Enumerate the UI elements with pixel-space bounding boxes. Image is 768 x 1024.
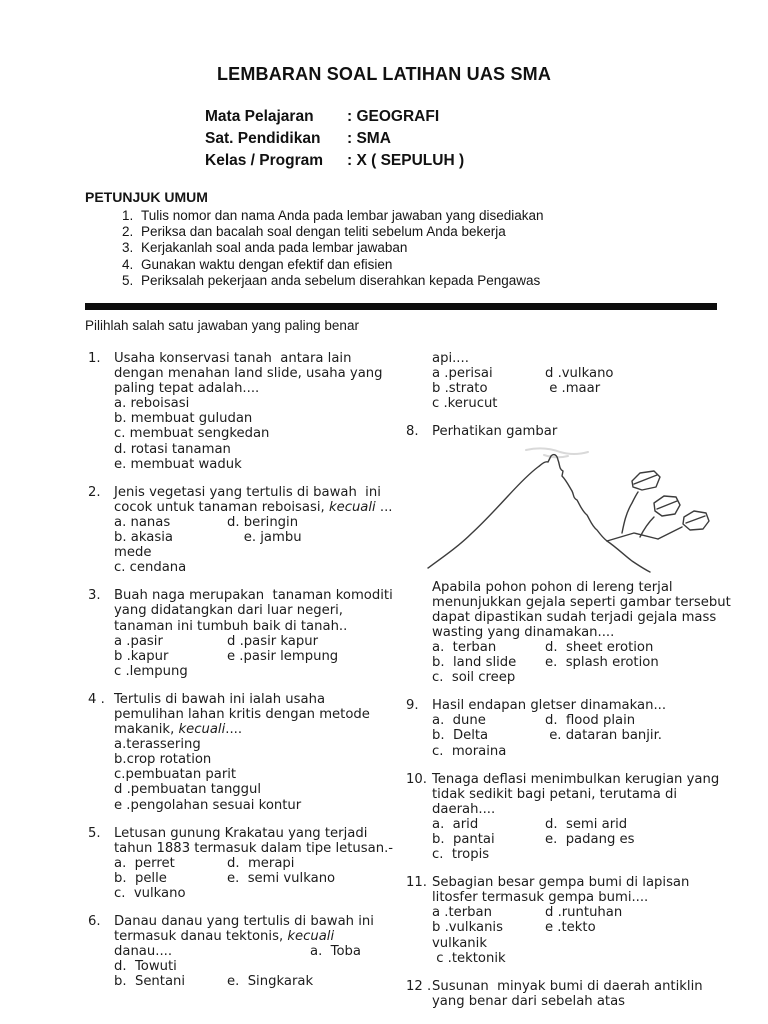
answer-option-row [432, 832, 736, 847]
answer-option-row [114, 530, 396, 545]
answer-option: c .lempung [114, 663, 188, 679]
question-text: Perhatikan gambar [432, 424, 558, 440]
question-3 [88, 588, 396, 679]
instructions-list [85, 208, 685, 289]
meta-label: Mata Pelajaran [205, 108, 314, 125]
answer-option-row [432, 847, 736, 862]
answer-option: b .strato [432, 381, 488, 397]
answer-option-row [432, 381, 736, 396]
question-number: 3. [88, 588, 101, 604]
answer-option-row [114, 442, 396, 457]
question-figure [426, 441, 736, 577]
answer-option: b .kapur [114, 648, 169, 664]
answer-option-row [114, 649, 396, 664]
answer-option-row [432, 728, 736, 743]
answer-option-row [114, 752, 396, 767]
question-body [114, 826, 396, 901]
answer-option-row [114, 856, 396, 871]
question-body [432, 979, 736, 1009]
answer-option-row [114, 560, 396, 575]
answer-option: d. semi arid [545, 816, 628, 832]
question-text: Apabila pohon pohon di lereng terjal menunjukkan gejala seperti gambar tersebut dapat dipastikan sudah terjadi gejala mass wasting yang dinamakan.... [432, 579, 735, 640]
question-body [432, 772, 736, 863]
question-2 [88, 485, 396, 576]
answer-option-row [432, 936, 736, 951]
answer-option: d. Towuti [114, 959, 177, 975]
answer-option: b.crop rotation [114, 752, 212, 768]
question-body [432, 875, 736, 966]
answer-option: e .pengolahan sesuai kontur [114, 797, 302, 813]
answer-option: c .kerucut [432, 396, 498, 412]
question-text: Tertulis di bawah ini ialah usaha pemulihan lahan kritis dengan metode makanik, kecuali.... [114, 691, 375, 738]
answer-option-row [114, 396, 396, 411]
answer-option: d. rotasi tanaman [114, 441, 231, 457]
meta-block [205, 106, 464, 172]
answer-option: b .vulkanis [432, 920, 503, 936]
answer-option-row [114, 944, 396, 959]
instructions-heading: PETUNJUK UMUM [85, 189, 208, 205]
answer-option-row [114, 798, 396, 813]
question-body [114, 692, 396, 813]
answer-option: e .tekto [545, 920, 596, 936]
answer-option: b. Delta [432, 728, 489, 744]
answer-option: e. membuat waduk [114, 456, 242, 472]
answer-option-row [432, 905, 736, 920]
answer-option: b. akasia [114, 530, 173, 546]
question-8 [406, 424, 736, 685]
answer-option: a. terban [432, 639, 497, 655]
answer-option-row [114, 886, 396, 901]
answer-option: c. cendana [114, 560, 187, 576]
answer-option: a .perisai [432, 366, 493, 382]
question-number: 12 . [406, 978, 432, 994]
question-number: 10. [406, 771, 427, 787]
answer-option: vulkanik [432, 935, 487, 951]
question-text: api.... [432, 351, 469, 366]
answer-option: d .runtuhan [545, 905, 623, 921]
answer-option: b. land slide [432, 655, 517, 671]
question-6 [88, 914, 396, 989]
meta-label: Kelas / Program [205, 152, 324, 169]
answer-option: d .pasir kapur [227, 633, 318, 649]
instruction-item: 2. Periksa dan bacalah soal dengan teliti sebelum Anda bekerja [137, 224, 685, 240]
answer-option: e. jambu [227, 530, 302, 546]
questions-column-right [406, 351, 736, 1022]
mountain-sketch-drawing [426, 441, 724, 573]
instruction-item: 5. Periksalah pekerjaan anda sebelum diserahkan kepada Pengawas [137, 273, 685, 289]
answer-option-row [114, 871, 396, 886]
answer-option: c.pembuatan parit [114, 767, 237, 783]
answer-option: b. pantai [432, 831, 495, 847]
answer-option-row [432, 396, 736, 411]
answer-option: a.terassering [114, 737, 201, 753]
answer-option-row [432, 817, 736, 832]
answer-option: c. membuat sengkedan [114, 426, 270, 442]
question-text: Jenis vegetasi yang tertulis di bawah ini cocok untuk tanaman reboisasi, kecuali ... [114, 484, 393, 515]
answer-option: a. dune [432, 713, 486, 729]
answer-option: a. Toba [310, 944, 361, 960]
meta-row-class-program [205, 150, 464, 172]
instruction-item: 4. Gunakan waktu dengan efektif dan efisien [137, 257, 685, 273]
question-text: Buah naga merupakan tanaman komoditi yang didatangkan dari luar negeri, tanaman ini tumbuh baik di tanah.. [114, 588, 397, 634]
answer-option-row [432, 713, 736, 728]
question-body [114, 351, 396, 472]
answer-option: mede [114, 545, 152, 561]
meta-value: : X ( SEPULUH ) [347, 152, 465, 169]
answer-option-row [432, 655, 736, 670]
answer-option: e. splash erotion [545, 655, 659, 671]
answer-option: d. sheet erotion [545, 639, 654, 655]
answer-option: a. reboisasi [114, 396, 190, 412]
question-1 [88, 351, 396, 472]
meta-row-subject [205, 106, 464, 128]
question-text: Tenaga deflasi menimbulkan kerugian yang tidak sedikit bagi petani, terutama di daerah.... [432, 771, 724, 817]
meta-row-education-level [205, 128, 464, 150]
answer-option-row [114, 426, 396, 441]
answer-option: b. Sentani [114, 974, 186, 990]
answer-option: d. flood plain [545, 713, 636, 729]
answer-option: b. pelle [114, 870, 167, 886]
divider-bar [85, 303, 717, 310]
question-number: 6. [88, 914, 101, 930]
question-number: 5. [88, 825, 101, 841]
answer-option: e. Singkarak [227, 974, 314, 990]
question-text: Danau danau yang tertulis di bawah ini termasuk danau tektonis, kecuali [114, 914, 379, 945]
question-number [406, 351, 432, 411]
answer-option-row [114, 959, 396, 974]
instructions-section [85, 189, 685, 289]
answer-option-row [114, 664, 396, 679]
question-number: 1. [88, 351, 101, 366]
answer-option-row [114, 545, 396, 560]
answer-option: e. semi vulkano [227, 870, 336, 886]
answer-option: c. tropis [432, 847, 490, 863]
answer-option: c. vulkano [114, 886, 186, 901]
answer-option-row [114, 634, 396, 649]
question-9 [406, 698, 736, 758]
instruction-item: 3. Kerjakanlah soal anda pada lembar jawaban [137, 240, 685, 256]
answer-option-row [432, 920, 736, 935]
answer-option: e .pasir lempung [227, 648, 339, 664]
answer-option-row [432, 366, 736, 381]
answer-option: c. soil creep [432, 670, 516, 686]
answer-option-row [114, 457, 396, 472]
answer-option-row [114, 737, 396, 752]
meta-value: : SMA [347, 130, 391, 147]
answer-option: e. padang es [545, 831, 635, 847]
answer-option: d .vulkano [545, 366, 614, 382]
answer-option-row [432, 640, 736, 655]
question-5 [88, 826, 396, 901]
answer-option: c. moraina [432, 743, 507, 759]
meta-label: Sat. Pendidikan [205, 130, 321, 147]
answer-option: a .pasir [114, 633, 163, 649]
answer-option: d. beringin [227, 514, 299, 530]
question-7-continued [406, 351, 736, 411]
answer-option-row [114, 767, 396, 782]
question-body [114, 485, 396, 576]
question-12 [406, 979, 736, 1009]
question-body [432, 424, 736, 685]
question-text: Sebagian besar gempa bumi di lapisan litosfer termasuk gempa bumi.... [432, 875, 694, 906]
answer-option: danau.... [114, 944, 173, 960]
question-number: 9. [406, 698, 419, 714]
answer-option-row [114, 411, 396, 426]
question-text: Usaha konservasi tanah antara lain dengan menahan land slide, usaha yang paling tepat adalah.... [114, 351, 387, 397]
question-10 [406, 772, 736, 863]
answer-option: a .terban [432, 905, 492, 921]
question-text: Letusan gunung Krakatau yang terjadi tahun 1883 termasuk dalam tipe letusan.- [114, 825, 394, 856]
answer-option: d .pembuatan tanggul [114, 782, 262, 798]
answer-option: e .maar [545, 381, 601, 397]
question-text: Susunan minyak bumi di daerah antiklin yang benar dari sebelah atas [432, 978, 707, 1009]
question-4 [88, 692, 396, 813]
answer-option-row [114, 782, 396, 797]
answer-option: a. perret [114, 855, 175, 871]
answer-option: a. arid [432, 816, 479, 832]
question-number: 2. [88, 484, 101, 500]
question-body [114, 588, 396, 679]
question-number: 4 . [88, 691, 105, 707]
instruction-item: 1. Tulis nomor dan nama Anda pada lembar jawaban yang disediakan [137, 208, 685, 224]
answer-option: c .tektonik [432, 950, 506, 966]
question-body [432, 351, 736, 411]
answer-option: a. nanas [114, 514, 171, 530]
answer-option-row [432, 670, 736, 685]
answer-option: d. merapi [227, 855, 295, 871]
question-body [432, 698, 736, 758]
question-text: Hasil endapan gletser dinamakan... [432, 698, 667, 714]
answer-option: b. membuat guludan [114, 411, 253, 427]
answer-option-row [432, 744, 736, 759]
answer-option-row [114, 515, 396, 530]
section-prompt: Pilihlah salah satu jawaban yang paling benar [85, 318, 359, 333]
answer-option: e. dataran banjir. [545, 728, 662, 744]
meta-value: : GEOGRAFI [347, 108, 440, 125]
answer-option-row [114, 974, 396, 989]
answer-option-row [432, 951, 736, 966]
question-body [114, 914, 396, 989]
page-title: LEMBARAN SOAL LATIHAN UAS SMA [216, 64, 552, 84]
question-number: 11. [406, 875, 427, 891]
question-number: 8. [406, 424, 419, 440]
questions-column-left [88, 351, 396, 1003]
question-11 [406, 875, 736, 966]
